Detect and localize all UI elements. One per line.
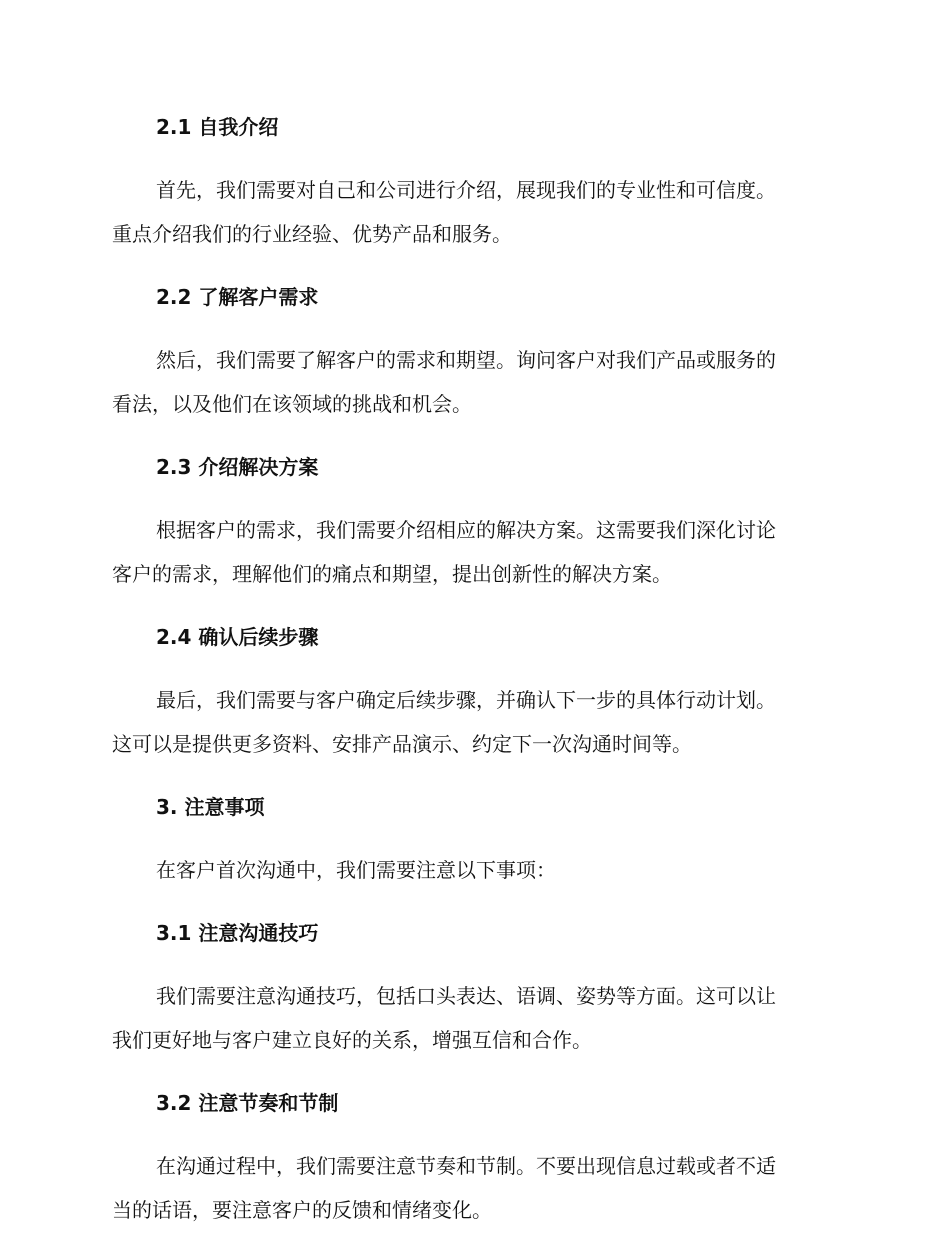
section-heading: 2.1 自我介绍 [156,115,279,139]
section-paragraph [112,1144,832,1232]
section-heading: 2.3 介绍解决方案 [156,455,319,479]
section-2-2 [112,276,832,426]
paragraph-line: 最后，我们需要与客户确定后续步骤，并确认下一步的具体行动计划。 [156,688,776,712]
section-2-4 [112,616,832,766]
section-paragraph [112,678,832,766]
paragraph-line: 客户的需求，理解他们的痛点和期望，提出创新性的解决方案。 [112,562,672,586]
paragraph-line: 看法，以及他们在该领域的挑战和机会。 [112,392,472,416]
section-paragraph [112,974,832,1062]
section-2-1 [112,106,832,256]
paragraph-line: 然后，我们需要了解客户的需求和期望。询问客户对我们产品或服务的 [156,348,776,372]
section-3-1 [112,912,832,1062]
paragraph-line: 重点介绍我们的行业经验、优势产品和服务。 [112,222,512,246]
section-heading: 3. 注意事项 [156,795,265,819]
section-paragraph [112,508,832,596]
document-body [112,106,832,1252]
paragraph-line: 这可以是提供更多资料、安排产品演示、约定下一次沟通时间等。 [112,732,692,756]
paragraph-line: 首先，我们需要对自己和公司进行介绍，展现我们的专业性和可信度。 [156,178,776,202]
section-paragraph [112,338,832,426]
section-heading: 3.1 注意沟通技巧 [156,921,319,945]
paragraph-line: 根据客户的需求，我们需要介绍相应的解决方案。这需要我们深化讨论 [156,518,776,542]
paragraph-line: 当的话语，要注意客户的反馈和情绪变化。 [112,1198,492,1222]
paragraph-line: 我们更好地与客户建立良好的关系，增强互信和合作。 [112,1028,592,1052]
section-heading: 3.2 注意节奏和节制 [156,1091,339,1115]
section-heading: 2.4 确认后续步骤 [156,625,319,649]
section-3-2 [112,1082,832,1232]
section-heading: 2.2 了解客户需求 [156,285,319,309]
section-3 [112,786,832,892]
paragraph-line: 在客户首次沟通中，我们需要注意以下事项： [156,858,556,882]
section-2-3 [112,446,832,596]
section-paragraph [112,848,832,892]
paragraph-line: 在沟通过程中，我们需要注意节奏和节制。不要出现信息过载或者不适 [156,1154,776,1178]
section-paragraph [112,168,832,256]
paragraph-line: 我们需要注意沟通技巧，包括口头表达、语调、姿势等方面。这可以让 [156,984,776,1008]
